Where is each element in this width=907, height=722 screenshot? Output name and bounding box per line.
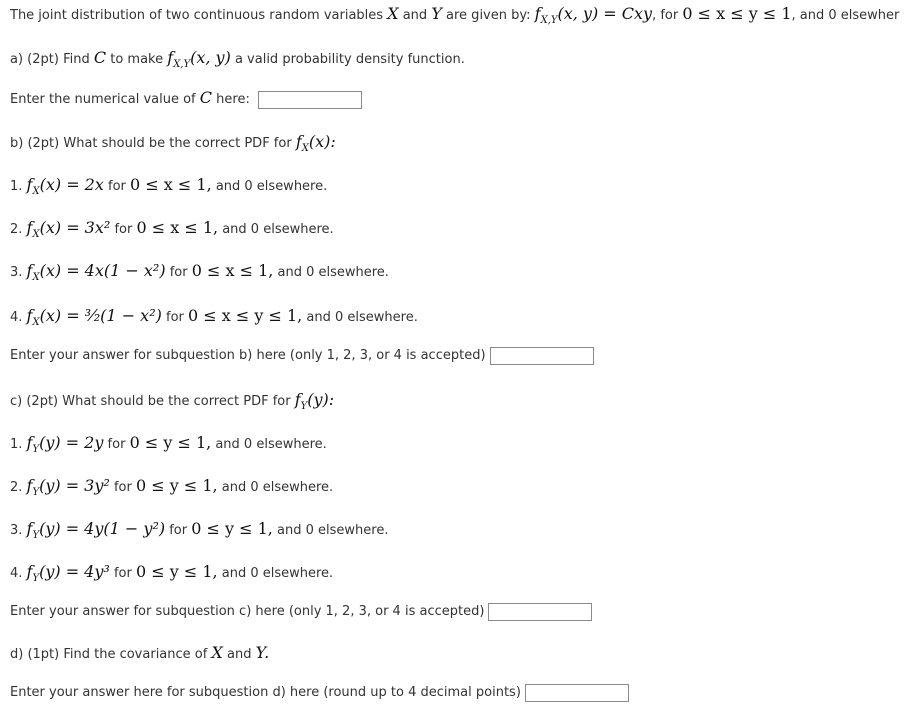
part-b-fx-sub: X <box>301 143 309 155</box>
part-a-to-make: to make <box>110 52 164 67</box>
part-a-fxy <box>167 48 231 71</box>
part-a-prompt-text: Enter the numerical value of <box>10 92 196 107</box>
option-for: for <box>113 480 132 495</box>
option-domain: 0 ≤ y ≤ 1, <box>129 433 212 452</box>
option-expr: (x) = 3x² <box>39 218 111 237</box>
option-sub: X <box>32 186 40 198</box>
answer-a-input[interactable] <box>258 91 362 109</box>
option-expr: (x) = 2x <box>39 175 104 194</box>
option-for: for <box>169 265 188 280</box>
option-for: for <box>108 179 126 194</box>
var-y: Y <box>431 4 442 23</box>
option-number: 3. <box>10 265 23 280</box>
part-c-option-2 <box>10 476 333 503</box>
option-number: 1. <box>10 179 23 194</box>
option-sub: X <box>32 229 40 241</box>
option-sub: X <box>32 317 40 329</box>
option-domain: 0 ≤ y ≤ 1, <box>191 519 273 538</box>
option-for: for <box>169 523 188 538</box>
part-d-prompt <box>10 683 629 703</box>
answer-c-input[interactable] <box>488 603 592 621</box>
part-b-option-3 <box>10 261 389 288</box>
option-tail: and 0 elsewhere. <box>306 310 418 325</box>
option-expr: (x) = ³⁄₂(1 − x²) <box>39 306 162 325</box>
option-sub: Y <box>32 573 40 585</box>
part-d-question <box>10 643 269 665</box>
part-b-option-4 <box>10 306 418 333</box>
part-a-var: C <box>93 48 107 67</box>
part-c-prompt-text: Enter your answer for subquestion c) here (only 1, 2, 3, or 4 is accepted) <box>10 604 485 619</box>
option-domain: 0 ≤ y ≤ 1, <box>135 476 218 495</box>
option-sub: Y <box>32 444 40 456</box>
intro-elsewhere: , and 0 elsewher <box>791 8 900 23</box>
part-a-question <box>10 48 465 75</box>
option-for: for <box>166 310 184 325</box>
intro-for: , for <box>652 8 679 23</box>
option-f: f <box>26 433 33 452</box>
option-sub: Y <box>32 487 40 499</box>
part-b-prompt-text: Enter your answer for subquestion b) here (only 1, 2, 3, or 4 is accepted) <box>10 348 486 363</box>
part-a-suffix: a valid probability density function. <box>234 52 465 67</box>
part-b-fx-args: (x): <box>308 132 336 151</box>
part-b-question <box>10 132 336 159</box>
option-domain: 0 ≤ y ≤ 1, <box>135 562 218 581</box>
part-b-prompt <box>10 346 594 366</box>
option-formula <box>26 562 110 585</box>
joint-pdf-f: f <box>534 4 541 23</box>
joint-pdf <box>534 4 653 27</box>
part-c-fy-sub: Y <box>300 401 308 413</box>
part-d-var-y: Y. <box>255 643 270 662</box>
intro-text: The joint distribution of two continuous random variables <box>10 8 384 23</box>
option-formula <box>26 261 166 284</box>
part-a-prompt <box>10 88 362 110</box>
option-expr: (y) = 4y(1 − y²) <box>39 519 166 538</box>
option-number: 3. <box>10 523 23 538</box>
option-f: f <box>26 218 33 237</box>
option-f: f <box>26 306 33 325</box>
joint-pdf-sub: X,Y <box>540 15 558 27</box>
option-for: for <box>113 566 132 581</box>
part-c-question <box>10 390 334 417</box>
option-domain: 0 ≤ x ≤ y ≤ 1, <box>188 306 303 325</box>
option-formula <box>26 218 111 241</box>
option-f: f <box>26 562 33 581</box>
part-c-option-3 <box>10 519 388 546</box>
part-c-option-1 <box>10 433 327 460</box>
part-d-var-x: X <box>211 643 223 662</box>
option-tail: and 0 elsewhere. <box>221 480 334 495</box>
option-tail: and 0 elsewhere. <box>277 265 389 280</box>
part-a-prompt-end: here: <box>216 92 250 107</box>
option-f: f <box>26 261 33 280</box>
part-b-question-text: b) (2pt) What should be the correct PDF for <box>10 136 292 151</box>
part-a-fxy-sub: X,Y <box>173 59 191 71</box>
part-c-prompt <box>10 602 592 622</box>
part-a-prefix: a) (2pt) Find <box>10 52 90 67</box>
option-expr: (y) = 4y³ <box>39 562 110 581</box>
part-c-fy-f: f <box>294 390 301 409</box>
problem-intro <box>10 4 899 31</box>
option-formula <box>26 519 166 542</box>
option-expr: (y) = 2y <box>39 433 104 452</box>
answer-d-input[interactable] <box>525 684 629 702</box>
part-b-option-1 <box>10 175 327 202</box>
option-domain: 0 ≤ x ≤ 1, <box>130 175 212 194</box>
option-for: for <box>107 437 126 452</box>
option-expr: (y) = 3y² <box>39 476 110 495</box>
option-number: 4. <box>10 310 23 325</box>
option-number: 2. <box>10 480 23 495</box>
option-tail: and 0 elsewhere. <box>215 437 327 452</box>
part-c-fy <box>294 390 335 413</box>
part-c-question-text: c) (2pt) What should be the correct PDF for <box>10 394 291 409</box>
option-sub: Y <box>32 530 40 542</box>
option-tail: and 0 elsewhere. <box>222 222 334 237</box>
option-number: 1. <box>10 437 23 452</box>
option-number: 4. <box>10 566 23 581</box>
option-formula <box>26 476 110 499</box>
option-expr: (x) = 4x(1 − x²) <box>39 261 166 280</box>
option-f: f <box>26 175 33 194</box>
option-tail: and 0 elsewhere. <box>215 179 328 194</box>
intro-domain: 0 ≤ x ≤ y ≤ 1 <box>682 4 792 23</box>
part-a-fxy-f: f <box>167 48 174 67</box>
part-c-option-4 <box>10 562 333 589</box>
part-b-fx <box>295 132 336 155</box>
part-b-option-2 <box>10 218 334 245</box>
part-d-question-text: d) (1pt) Find the covariance of <box>10 647 208 662</box>
joint-pdf-args: (x, y) = Cxy <box>557 4 653 23</box>
option-formula <box>26 175 104 198</box>
part-b-fx-f: f <box>295 132 302 151</box>
var-x: X <box>387 4 399 23</box>
option-number: 2. <box>10 222 23 237</box>
option-f: f <box>26 476 33 495</box>
intro-and: and <box>402 8 428 23</box>
part-d-prompt-text: Enter your answer here for subquestion d) here (round up to 4 decimal points) <box>10 685 521 700</box>
option-sub: X <box>32 272 40 284</box>
part-c-fy-args: (y): <box>307 390 335 409</box>
part-a-fxy-args: (x, y) <box>190 48 231 67</box>
option-formula <box>26 306 162 329</box>
option-f: f <box>26 519 33 538</box>
answer-b-input[interactable] <box>490 347 594 365</box>
intro-given: are given by: <box>446 8 531 23</box>
part-a-prompt-var: C <box>199 88 213 107</box>
option-domain: 0 ≤ x ≤ 1, <box>136 218 219 237</box>
option-for: for <box>114 222 133 237</box>
option-formula <box>26 433 104 456</box>
option-tail: and 0 elsewhere. <box>221 566 334 581</box>
option-domain: 0 ≤ x ≤ 1, <box>191 261 274 280</box>
option-tail: and 0 elsewhere. <box>277 523 389 538</box>
part-d-and: and <box>227 647 252 662</box>
